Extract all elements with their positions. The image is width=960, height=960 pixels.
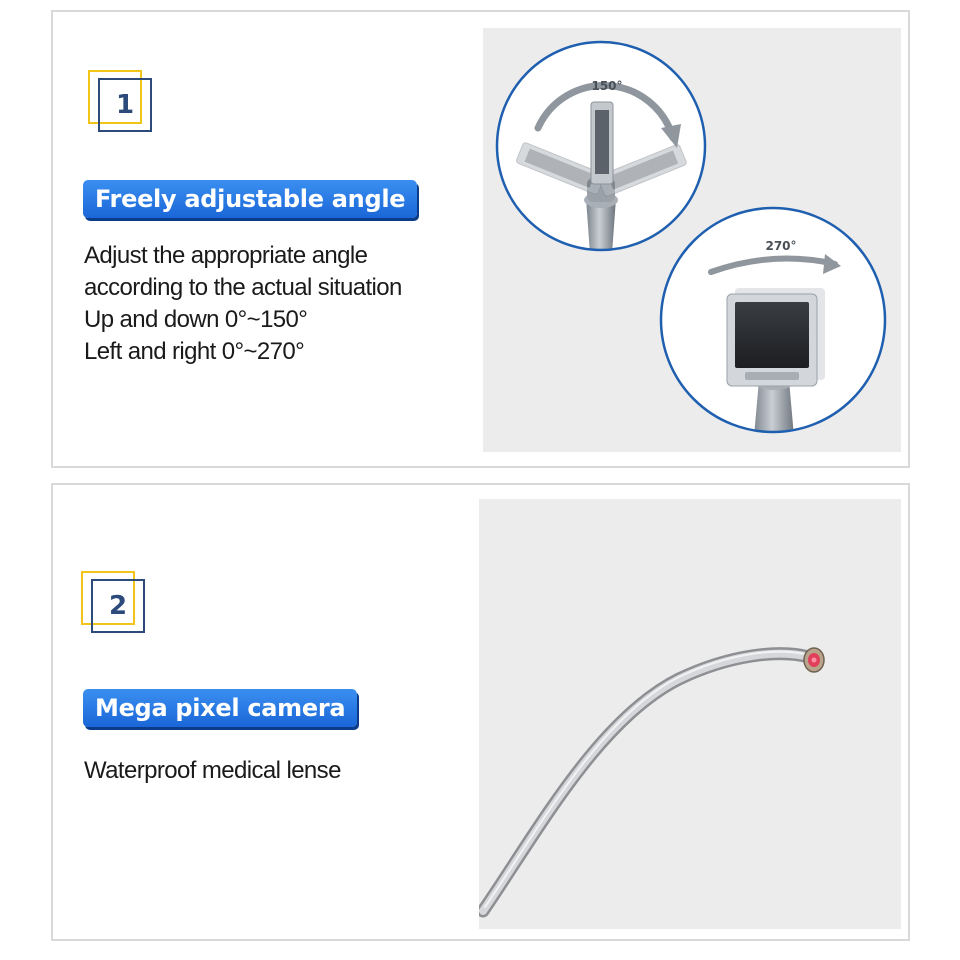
probe-illustration [479, 499, 901, 929]
up-down-rotation-circle [497, 42, 705, 268]
feature-panel-angle [51, 10, 910, 468]
angle-product-image [483, 28, 901, 452]
feature-number: 2 [108, 591, 128, 621]
angle-label-150: 150° [591, 79, 623, 93]
description-line: Left and right 0°~270° [84, 338, 305, 365]
feature-number-badge [81, 571, 147, 633]
description-line: according to the actual situation [84, 274, 402, 301]
camera-probe-image [479, 499, 901, 929]
feature-number: 1 [115, 90, 135, 120]
description-line: Up and down 0°~150° [84, 306, 308, 333]
camera-lens-icon [804, 648, 824, 672]
feature-description [84, 755, 341, 787]
description-line: Adjust the appropriate angle [84, 242, 368, 269]
description-line: Waterproof medical lense [84, 757, 341, 784]
feature-title: Freely adjustable angle [83, 180, 417, 218]
angle-illustration [483, 28, 901, 452]
feature-panel-camera [51, 483, 910, 941]
feature-number-badge [88, 70, 154, 132]
feature-description [84, 240, 402, 368]
angle-label-270: 270° [765, 239, 797, 253]
left-right-rotation-circle [661, 208, 885, 448]
feature-title: Mega pixel camera [83, 689, 357, 727]
